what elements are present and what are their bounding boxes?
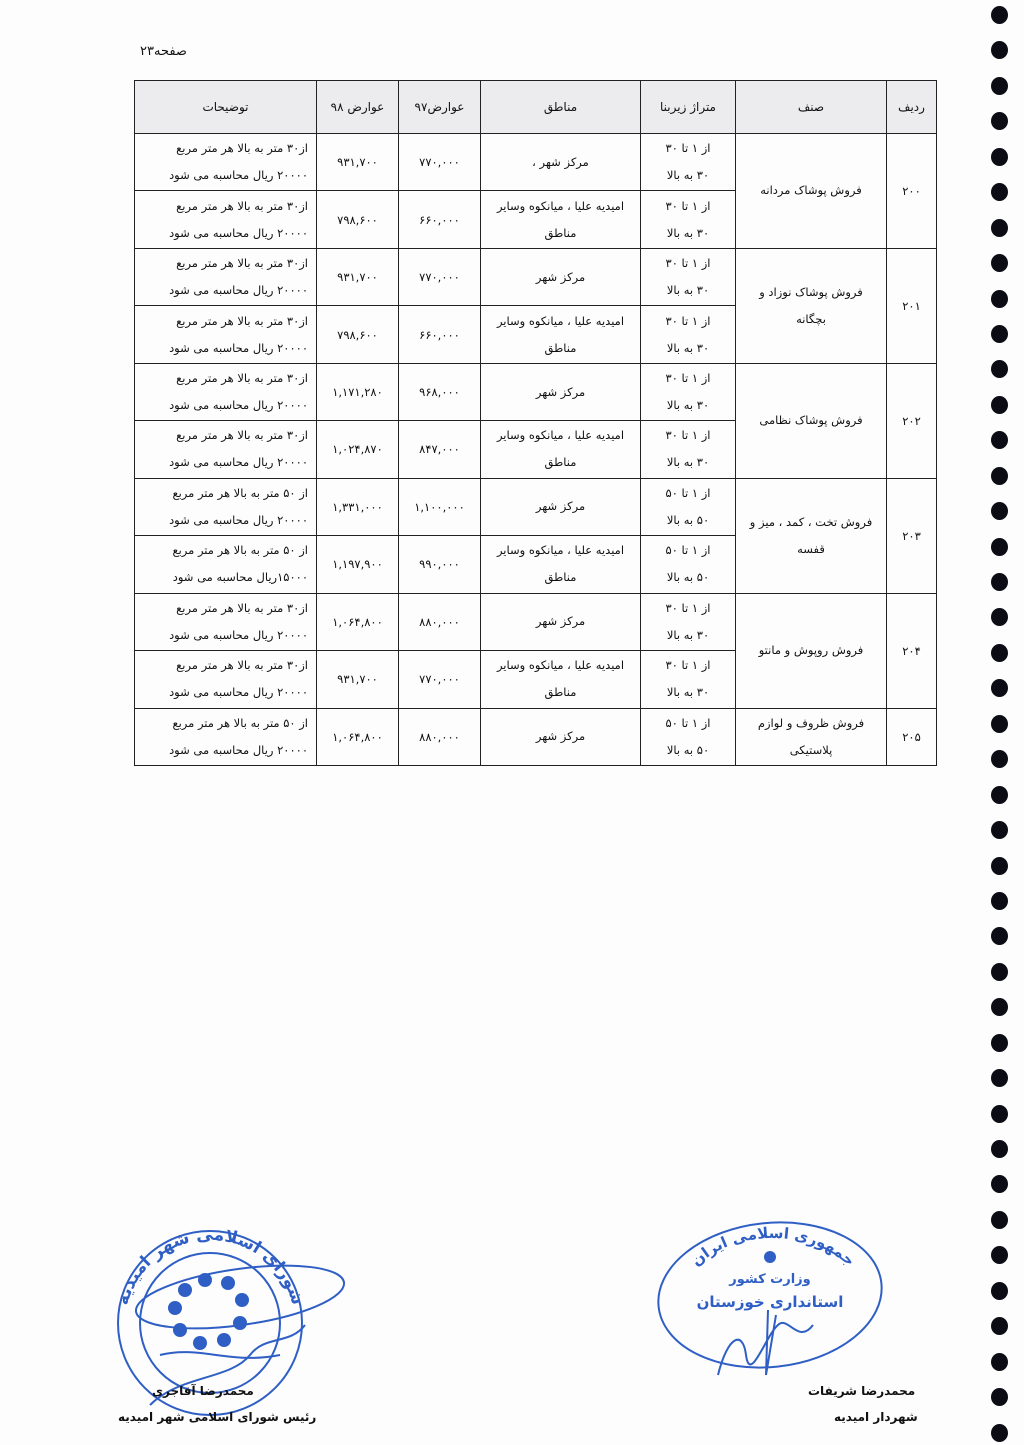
guild-cell: فروش ظروف و لوازم پلاستیکی: [736, 708, 887, 765]
binding-hole: [991, 77, 1008, 95]
note-line-2: ۲۰۰۰۰ ریال محاسبه می شود: [169, 455, 308, 470]
area-cell: [641, 191, 736, 248]
binding-hole: [991, 396, 1008, 414]
zone-cell: مرکز شهر: [481, 248, 641, 305]
table-row: [135, 593, 937, 650]
binding-hole: [991, 1105, 1008, 1123]
note-line-1: از۳۰ متر به بالا هر متر مربع: [176, 313, 308, 328]
fee98-cell: ۱,۳۳۱,۰۰۰: [317, 478, 399, 535]
binding-hole: [991, 1069, 1008, 1087]
area-range-above: ۳۰ به بالا: [666, 455, 710, 470]
table-row: [135, 708, 937, 765]
row-number-cell: ۲۰۱: [887, 248, 937, 363]
header-zones: مناطق: [481, 81, 641, 134]
council-head-name: محمدرضا آقاجری: [152, 1384, 254, 1398]
mayor-stamp: [648, 1215, 888, 1405]
row-number-cell: ۲۰۲: [887, 363, 937, 478]
binding-hole: [991, 1175, 1008, 1193]
zone-cell: امیدیه علیا ، میانکوه وسایر مناطق: [481, 536, 641, 593]
guild-cell: فروش پوشاک مردانه: [736, 134, 887, 249]
binding-hole: [991, 148, 1008, 166]
header-fee98: عوارض ۹۸: [317, 81, 399, 134]
area-range-above: ۳۰ به بالا: [666, 283, 710, 298]
note-line-2: ۲۰۰۰۰ ریال محاسبه می شود: [169, 685, 308, 700]
area-range-from: از ۱ تا ۳۰: [665, 313, 711, 328]
binding-hole: [991, 679, 1008, 697]
fee98-cell: ۹۳۱,۷۰۰: [317, 651, 399, 708]
binding-hole: [991, 608, 1008, 626]
binding-hole: [991, 644, 1008, 662]
area-cell: [641, 421, 736, 478]
note-line-2: ۲۰۰۰۰ ریال محاسبه می شود: [169, 398, 308, 413]
note-line-1: از۳۰ متر به بالا هر متر مربع: [176, 428, 308, 443]
fee98-cell: ۷۹۸,۶۰۰: [317, 191, 399, 248]
fee98-cell: ۱,۰۲۴,۸۷۰: [317, 421, 399, 478]
note-line-1: از ۵۰ متر به بالا هر متر مربع: [172, 485, 308, 500]
note-line-2: ۲۰۰۰۰ ریال محاسبه می شود: [169, 283, 308, 298]
fee97-cell: ۹۹۰,۰۰۰: [399, 536, 481, 593]
area-range-above: ۳۰ به بالا: [666, 627, 710, 642]
binding-hole: [991, 290, 1008, 308]
notes-cell: [135, 248, 317, 305]
notes-cell: [135, 478, 317, 535]
table-row: [135, 363, 937, 420]
note-line-2: ۲۰۰۰۰ ریال محاسبه می شود: [169, 512, 308, 527]
fee97-cell: ۸۴۷,۰۰۰: [399, 421, 481, 478]
binding-hole: [991, 892, 1008, 910]
header-fee97: عوارض۹۷: [399, 81, 481, 134]
notes-cell: [135, 306, 317, 363]
binding-hole: [991, 998, 1008, 1016]
note-line-1: از۳۰ متر به بالا هر متر مربع: [176, 141, 308, 156]
row-number-cell: ۲۰۰: [887, 134, 937, 249]
binding-hole: [991, 254, 1008, 272]
area-range-from: از ۱ تا ۵۰: [665, 715, 711, 730]
guild-cell: فروش پوشاک نظامی: [736, 363, 887, 478]
fee98-cell: ۱,۰۶۴,۸۰۰: [317, 593, 399, 650]
binding-hole: [991, 41, 1008, 59]
fee98-cell: ۱,۱۹۷,۹۰۰: [317, 536, 399, 593]
row-number-cell: ۲۰۳: [887, 478, 937, 593]
notes-cell: [135, 421, 317, 478]
fee97-cell: ۱,۱۰۰,۰۰۰: [399, 478, 481, 535]
council-head-title: رئیس شورای اسلامی شهر امیدیه: [118, 1410, 317, 1424]
note-line-1: از۳۰ متر به بالا هر متر مربع: [176, 256, 308, 271]
binding-hole: [991, 963, 1008, 981]
council-stamp: [90, 1205, 350, 1445]
area-cell: [641, 306, 736, 363]
guild-cell: فروش تخت ، کمد ، میز و قفسه: [736, 478, 887, 593]
binding-hole: [991, 431, 1008, 449]
area-range-from: از ۱ تا ۳۰: [665, 371, 711, 386]
note-line-2: ۲۰۰۰۰ ریال محاسبه می شود: [169, 225, 308, 240]
area-range-above: ۳۰ به بالا: [666, 225, 710, 240]
binding-hole: [991, 1140, 1008, 1158]
note-line-1: از۳۰ متر به بالا هر متر مربع: [176, 600, 308, 615]
fee98-cell: ۷۹۸,۶۰۰: [317, 306, 399, 363]
fee98-cell: ۱,۰۶۴,۸۰۰: [317, 708, 399, 765]
page-number-label: صفحه۲۳: [140, 44, 187, 59]
note-line-1: از ۵۰ متر به بالا هر متر مربع: [172, 543, 308, 558]
row-number-cell: ۲۰۵: [887, 708, 937, 765]
fee98-cell: ۹۳۱,۷۰۰: [317, 248, 399, 305]
binding-hole: [991, 821, 1008, 839]
note-line-1: از۳۰ متر به بالا هر متر مربع: [176, 658, 308, 673]
area-cell: [641, 536, 736, 593]
row-number-cell: ۲۰۴: [887, 593, 937, 708]
fee97-cell: ۸۸۰,۰۰۰: [399, 708, 481, 765]
zone-cell: مرکز شهر: [481, 708, 641, 765]
zone-cell: امیدیه علیا ، میانکوه وسایر مناطق: [481, 191, 641, 248]
mayor-stamp-line2: وزارت کشور: [729, 1272, 811, 1287]
header-notes: توضیحات: [135, 81, 317, 134]
note-line-1: از۳۰ متر به بالا هر متر مربع: [176, 198, 308, 213]
binding-hole: [991, 360, 1008, 378]
area-range-from: از ۱ تا ۳۰: [665, 198, 711, 213]
zone-cell: مرکز شهر: [481, 593, 641, 650]
binding-hole: [991, 1034, 1008, 1052]
binding-hole: [991, 1424, 1008, 1442]
area-range-above: ۳۰ به بالا: [666, 398, 710, 413]
header-row-no: ردیف: [887, 81, 937, 134]
area-range-from: از ۱ تا ۳۰: [665, 141, 711, 156]
binding-hole: [991, 927, 1008, 945]
fee98-cell: ۹۳۱,۷۰۰: [317, 134, 399, 191]
mayor-title: شهردار امیدیه: [834, 1410, 918, 1424]
note-line-2: ۱۵۰۰۰ریال محاسبه می شود: [172, 570, 308, 585]
binding-hole: [991, 573, 1008, 591]
notes-cell: [135, 191, 317, 248]
area-cell: [641, 363, 736, 420]
binding-hole: [991, 857, 1008, 875]
spiral-binding: [988, 6, 1010, 1442]
zone-cell: مرکز شهر ،: [481, 134, 641, 191]
table-header-row: [135, 81, 937, 134]
area-cell: [641, 651, 736, 708]
binding-hole: [991, 1353, 1008, 1371]
notes-cell: [135, 536, 317, 593]
area-range-above: ۳۰ به بالا: [666, 168, 710, 183]
zone-cell: مرکز شهر: [481, 478, 641, 535]
area-range-from: از ۱ تا ۳۰: [665, 658, 711, 673]
area-range-from: از ۱ تا ۵۰: [665, 543, 711, 558]
guild-cell: فروش پوشاک نوزاد و بچگانه: [736, 248, 887, 363]
binding-hole: [991, 715, 1008, 733]
area-cell: [641, 134, 736, 191]
area-range-above: ۵۰ به بالا: [666, 570, 710, 585]
area-range-above: ۵۰ به بالا: [666, 512, 710, 527]
area-cell: [641, 593, 736, 650]
binding-hole: [991, 750, 1008, 768]
note-line-1: از ۵۰ متر به بالا هر متر مربع: [172, 715, 308, 730]
fee97-cell: ۷۷۰,۰۰۰: [399, 248, 481, 305]
area-cell: [641, 248, 736, 305]
note-line-2: ۲۰۰۰۰ ریال محاسبه می شود: [169, 627, 308, 642]
note-line-2: ۲۰۰۰۰ ریال محاسبه می شود: [169, 168, 308, 183]
fee97-cell: ۷۷۰,۰۰۰: [399, 651, 481, 708]
notes-cell: [135, 651, 317, 708]
binding-hole: [991, 183, 1008, 201]
notes-cell: [135, 708, 317, 765]
note-line-2: ۲۰۰۰۰ ریال محاسبه می شود: [169, 340, 308, 355]
table-row: [135, 478, 937, 535]
binding-hole: [991, 6, 1008, 24]
fee98-cell: ۱,۱۷۱,۲۸۰: [317, 363, 399, 420]
area-range-from: از ۱ تا ۵۰: [665, 485, 711, 500]
area-cell: [641, 478, 736, 535]
svg-text:شورای اسلامی شهر امیدیه: [113, 1225, 308, 1308]
binding-hole: [991, 1388, 1008, 1406]
binding-hole: [991, 1282, 1008, 1300]
zone-cell: مرکز شهر: [481, 363, 641, 420]
zone-cell: امیدیه علیا ، میانکوه وسایر مناطق: [481, 421, 641, 478]
guild-cell: فروش روپوش و مانتو: [736, 593, 887, 708]
notes-cell: [135, 134, 317, 191]
zone-cell: امیدیه علیا ، میانکوه وسایر مناطق: [481, 651, 641, 708]
area-range-from: از ۱ تا ۳۰: [665, 600, 711, 615]
binding-hole: [991, 786, 1008, 804]
area-range-above: ۵۰ به بالا: [666, 742, 710, 757]
fee97-cell: ۹۶۸,۰۰۰: [399, 363, 481, 420]
area-cell: [641, 708, 736, 765]
fee97-cell: ۸۸۰,۰۰۰: [399, 593, 481, 650]
table-row: [135, 248, 937, 305]
binding-hole: [991, 502, 1008, 520]
note-line-1: از۳۰ متر به بالا هر متر مربع: [176, 371, 308, 386]
area-range-from: از ۱ تا ۳۰: [665, 256, 711, 271]
binding-hole: [991, 538, 1008, 556]
mayor-stamp-line3: استانداری خوزستان: [696, 1293, 844, 1311]
fee97-cell: ۶۶۰,۰۰۰: [399, 191, 481, 248]
notes-cell: [135, 363, 317, 420]
header-area: متراژ زیربنا: [641, 81, 736, 134]
zone-cell: امیدیه علیا ، میانکوه وسایر مناطق: [481, 306, 641, 363]
notes-cell: [135, 593, 317, 650]
header-guild: صنف: [736, 81, 887, 134]
table-row: [135, 134, 937, 191]
binding-hole: [991, 325, 1008, 343]
binding-hole: [991, 112, 1008, 130]
area-range-from: از ۱ تا ۳۰: [665, 428, 711, 443]
area-range-above: ۳۰ به بالا: [666, 685, 710, 700]
note-line-2: ۲۰۰۰۰ ریال محاسبه می شود: [169, 742, 308, 757]
binding-hole: [991, 1317, 1008, 1335]
council-stamp-text: شورای اسلامی شهر امیدیه: [112, 1224, 308, 1308]
fee97-cell: ۷۷۰,۰۰۰: [399, 134, 481, 191]
fee97-cell: ۶۶۰,۰۰۰: [399, 306, 481, 363]
area-range-above: ۳۰ به بالا: [666, 340, 710, 355]
binding-hole: [991, 1246, 1008, 1264]
binding-hole: [991, 467, 1008, 485]
binding-hole: [991, 219, 1008, 237]
table-body: [135, 134, 937, 766]
mayor-name: محمدرضا شریفات: [808, 1384, 916, 1398]
mayor-stamp-text: جمهوری اسلامی ایران: [687, 1223, 859, 1270]
binding-hole: [991, 1211, 1008, 1229]
fee-table: [134, 80, 937, 766]
